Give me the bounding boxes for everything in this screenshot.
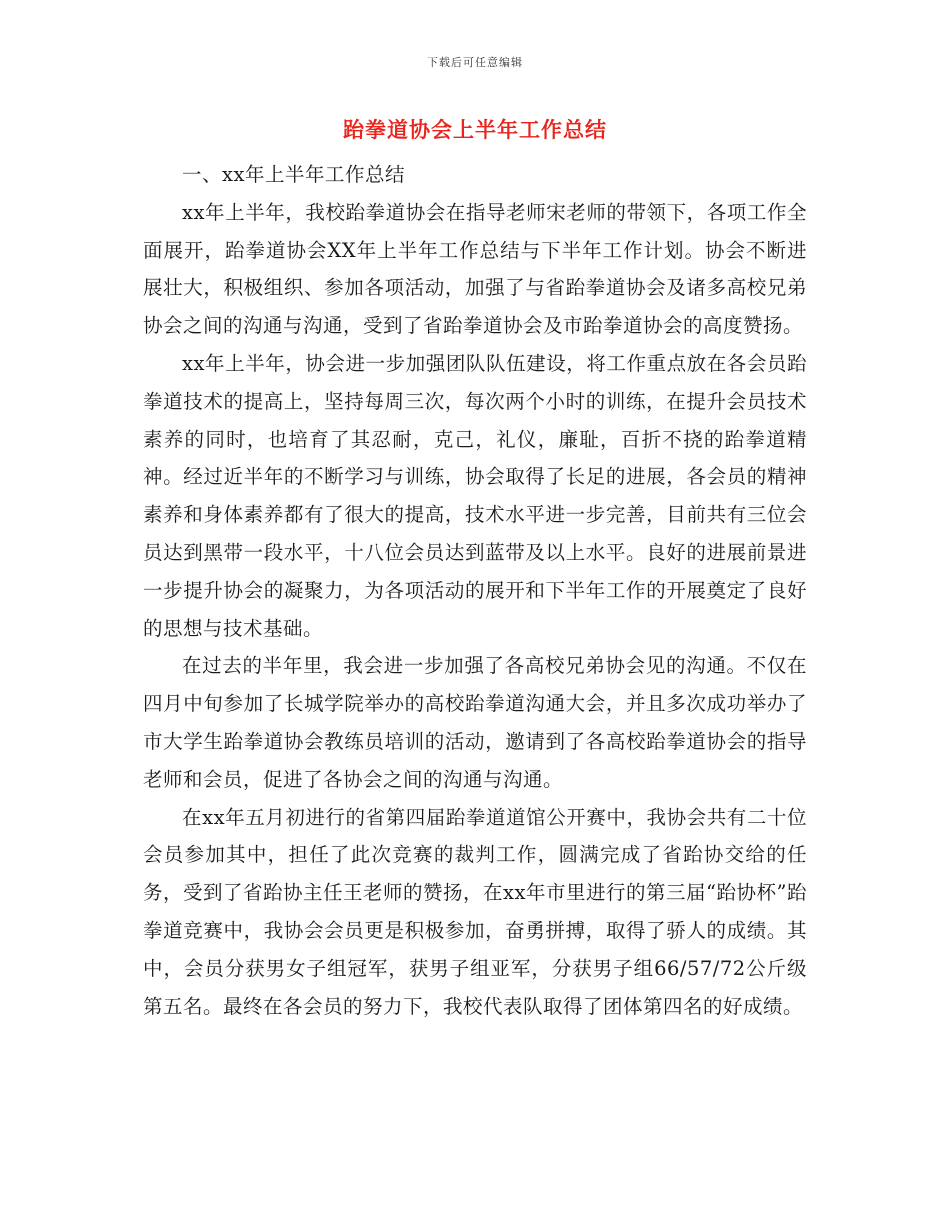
- paragraph-2: xx年上半年，协会进一步加强团队队伍建设，将工作重点放在各会员跆拳道技术的提高上，坚持每周三次，每次两个小时的训练，在提升会员技术素养的同时，也培育了其忍耐，克己，礼仪，廉耻，百折不挠的跆拳道精神。经过近半年的不断学习与训练，协会取得了长足的进展，各会员的精神素养和身体素养都有了很大的提高，技术水平进一步完善，目前共有三位会员达到黑带一段水平，十八位会员达到蓝带及以上水平。良好的进展前景进一步提升协会的凝聚力，为各项活动的展开和下半年工作的开展奠定了良好的思想与技术基础。: [143, 351, 807, 640]
- section-heading: 一、xx年上半年工作总结: [182, 163, 405, 186]
- document-title: 跆拳道协会上半年工作总结: [343, 118, 607, 142]
- paragraph-1: xx年上半年，我校跆拳道协会在指导老师宋老师的带领下，各项工作全面展开，跆拳道协会XX年上半年工作总结与下半年工作计划。协会不断进展壮大，积极组织、参加各项活动，加强了与省跆拳道协会及诸多高校兄弟协会之间的沟通与沟通，受到了省跆拳道协会及市跆拳道协会的高度赞扬。: [143, 200, 807, 338]
- paragraph-4: 在xx年五月初进行的省第四届跆拳道道馆公开赛中，我协会共有二十位会员参加其中，担任了此次竞赛的裁判工作，圆满完成了省跆协交给的任务，受到了省跆协主任王老师的赞扬，在xx年市里进行的第三届“跆协杯”跆拳道竞赛中，我协会会员更是积极参加，奋勇拼搏，取得了骄人的成绩。其中，会员分获男女子组冠军，获男子组亚军，分获男子组66/57/72公斤级第五名。最终在各会员的努力下，我校代表队取得了团体第四名的好成绩。: [143, 805, 807, 1018]
- document-body: [143, 156, 807, 1025]
- paragraph-3: 在过去的半年里，我会进一步加强了各高校兄弟协会见的沟通。不仅在四月中旬参加了长城学院举办的高校跆拳道沟通大会，并且多次成功举办了市大学生跆拳道协会教练员培训的活动，邀请到了各高校跆拳道协会的指导老师和会员，促进了各协会之间的沟通与沟通。: [143, 654, 807, 791]
- header-note: 下载后可任意编辑: [427, 56, 523, 69]
